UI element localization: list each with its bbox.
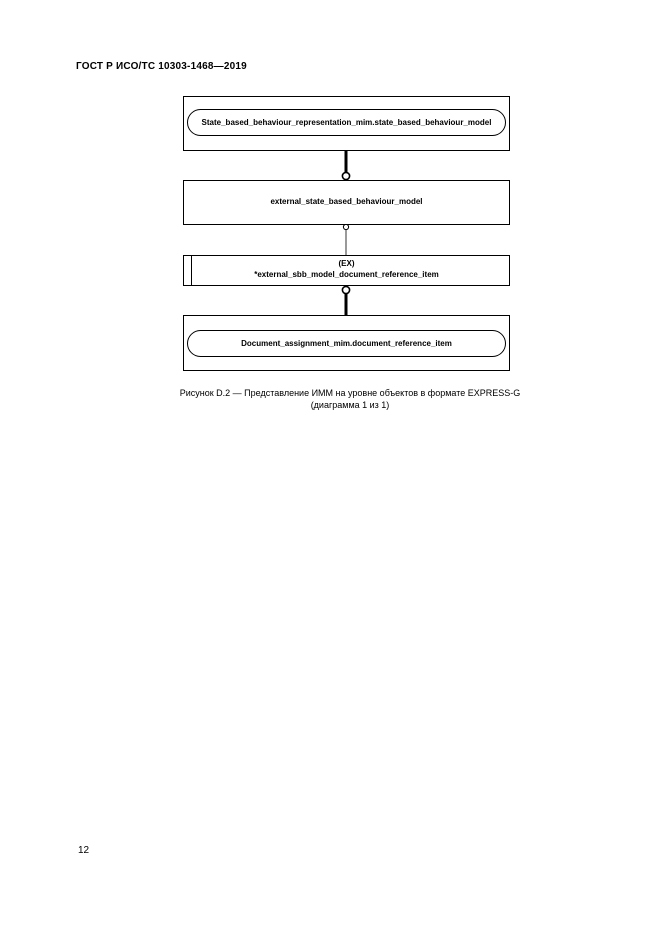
connector-circle-middle — [343, 224, 348, 229]
connector-circle-select — [342, 286, 349, 293]
entity-top-label: State_based_behaviour_representation_mim.state_based_behaviour_model — [201, 118, 492, 127]
entity-box-middle — [183, 180, 510, 225]
entity-middle-label: external_state_based_behaviour_model — [270, 197, 423, 206]
entity-pill-top — [187, 109, 506, 136]
caption-line-1: Рисунок D.2 — Представление ИММ на уровне объектов в формате EXPRESS-G — [179, 388, 521, 398]
connector-circle-top — [342, 172, 349, 179]
entity-box-top — [183, 96, 510, 151]
select-tag: (EX) — [338, 259, 355, 268]
entity-box-bottom — [183, 315, 510, 371]
document-header: ГОСТ Р ИСО/ТС 10303-1468—2019 — [76, 61, 247, 72]
select-box — [183, 255, 510, 286]
page-number: 12 — [78, 845, 90, 856]
caption-line-2: (диаграмма 1 из 1) — [310, 400, 390, 410]
entity-pill-bottom — [187, 330, 506, 357]
figure-caption — [130, 387, 570, 411]
select-name: *external_sbb_model_document_reference_item — [254, 270, 439, 279]
entity-bottom-label: Document_assignment_mim.document_reference_item — [241, 339, 452, 348]
